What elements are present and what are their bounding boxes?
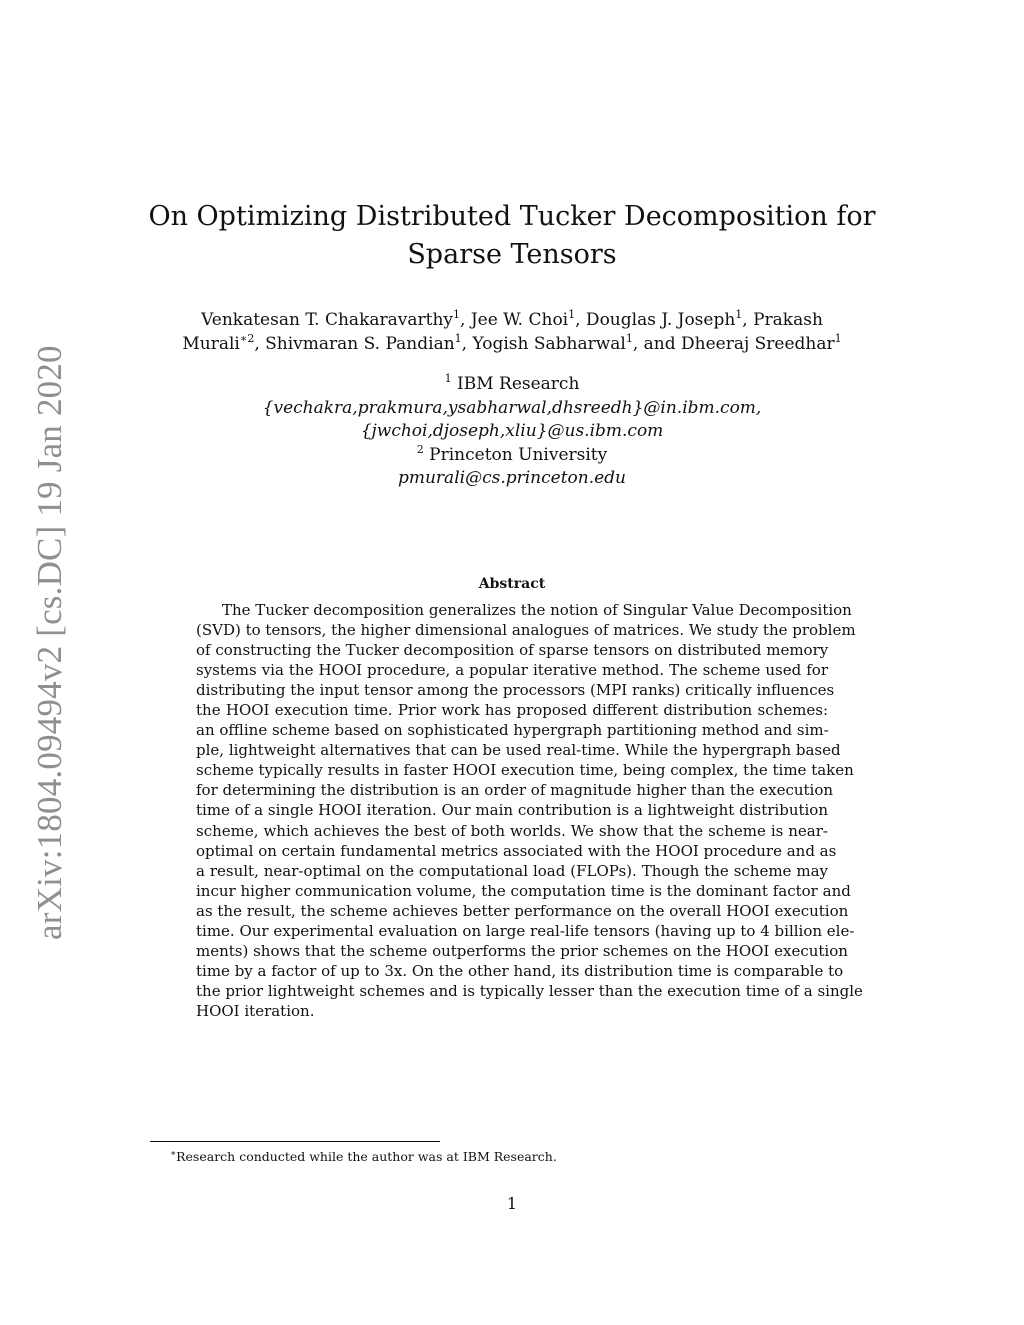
abstract-line: distributing the input tensor among the processors (MPI ranks) critically influences — [196, 681, 835, 700]
abstract-body — [196, 600, 863, 1021]
arxiv-stamp: arXiv:1804.09494v2 [cs.DC] 19 Jan 2020 — [30, 345, 69, 940]
author-affil-sup: 1 — [454, 332, 462, 345]
abstract-line: for determining the distribution is an order of magnitude higher than the execution — [196, 781, 834, 800]
abstract-line: scheme, which achieves the best of both worlds. We show that the scheme is near- — [196, 821, 828, 840]
abstract-heading: Abstract — [478, 576, 546, 592]
author-line-1 — [150, 308, 874, 332]
abstract-line: scheme typically results in faster HOOI execution time, being complex, the time taken — [196, 761, 854, 780]
abstract-line: the HOOI execution time. Prior work has proposed different distribution schemes: — [196, 701, 828, 720]
abstract-line: an offline scheme based on sophisticated hypergraph partitioning method and sim- — [196, 721, 829, 740]
affiliation-ibm — [150, 373, 874, 397]
author-name: , Jee W. Choi — [460, 310, 569, 330]
affil-sup: 2 — [416, 442, 424, 456]
abstract-line: as the result, the scheme achieves better performance on the overall HOOI execution — [196, 901, 849, 920]
author-name: , Yogish Sabharwal — [461, 334, 626, 354]
abstract-line: time. Our experimental evaluation on large real-life tensors (having up to 4 billion ele- — [196, 921, 855, 940]
affil-sup: 1 — [444, 372, 452, 385]
author-affil-sup: 1 — [735, 308, 743, 321]
affil-name: Princeton University — [423, 444, 608, 465]
author-affil-sup: 1 — [568, 308, 576, 321]
abstract-line: (SVD) to tensors, the higher dimensional analogues of matrices. We study the problem — [196, 621, 856, 640]
abstract-line: ple, lightweight alternatives that can be used real-time. While the hypergraph based — [196, 741, 841, 760]
abstract-line: ments) shows that the scheme outperforms the prior schemes on the HOOI execution — [196, 941, 848, 960]
author-list — [150, 308, 874, 356]
title-line-1: On Optimizing Distributed Tucker Decomposition for — [148, 201, 876, 232]
affiliations — [150, 373, 874, 491]
author-line-2 — [150, 332, 874, 356]
affil-email-3: pmurali@cs.princeton.edu — [397, 468, 627, 488]
affil-email-2: {jwchoi,djoseph,xliu}@us.ibm.com — [360, 421, 664, 441]
author-affil-sup: 1 — [834, 332, 842, 345]
author-name: Murali — [182, 334, 240, 354]
affiliation-princeton — [150, 444, 874, 468]
author-name: , Shivmaran S. Pandian — [254, 334, 455, 354]
author-affil-sup: ∗2 — [239, 332, 255, 345]
page-number: 1 — [506, 1194, 518, 1213]
footnote-rule — [150, 1141, 440, 1142]
author-name: Venkatesan T. Chakaravarthy — [201, 310, 454, 330]
affil-name: IBM Research — [451, 374, 580, 394]
footnote-marker: ∗ — [170, 1149, 177, 1159]
author-name: , and Dheeraj Sreedhar — [632, 334, 835, 354]
abstract-line: systems via the HOOI procedure, a popular iterative method. The scheme used for — [196, 661, 828, 680]
abstract-line: incur higher communication volume, the computation time is the dominant factor and — [196, 881, 851, 900]
author-name: , Prakash — [742, 310, 823, 330]
abstract-line: time by a factor of up to 3x. On the other hand, its distribution time is comparable to — [196, 961, 844, 980]
abstract-line: time of a single HOOI iteration. Our main contribution is a lightweight distribution — [196, 801, 828, 820]
abstract-line: HOOI iteration. — [196, 1001, 315, 1020]
footnote — [170, 1148, 770, 1166]
abstract-line: of constructing the Tucker decomposition of sparse tensors on distributed memory — [196, 641, 829, 660]
abstract-line: the prior lightweight schemes and is typically lesser than the execution time of a single — [196, 981, 863, 1000]
paper-title — [130, 198, 894, 274]
footnote-text: Research conducted while the author was at IBM Research. — [176, 1149, 557, 1164]
author-affil-sup: 1 — [453, 308, 461, 321]
author-name: , Douglas J. Joseph — [575, 310, 736, 330]
affil-email-1: {vechakra,prakmura,ysabharwal,dhsreedh}@in.ibm.com, — [262, 397, 762, 418]
author-affil-sup: 1 — [625, 332, 633, 345]
abstract-line: optimal on certain fundamental metrics associated with the HOOI procedure and as — [196, 841, 837, 860]
abstract-line: The Tucker decomposition generalizes the notion of Singular Value Decomposition — [222, 601, 852, 619]
title-line-2: Sparse Tensors — [407, 239, 617, 270]
abstract-line: a result, near-optimal on the computational load (FLOPs). Though the scheme may — [196, 861, 828, 880]
